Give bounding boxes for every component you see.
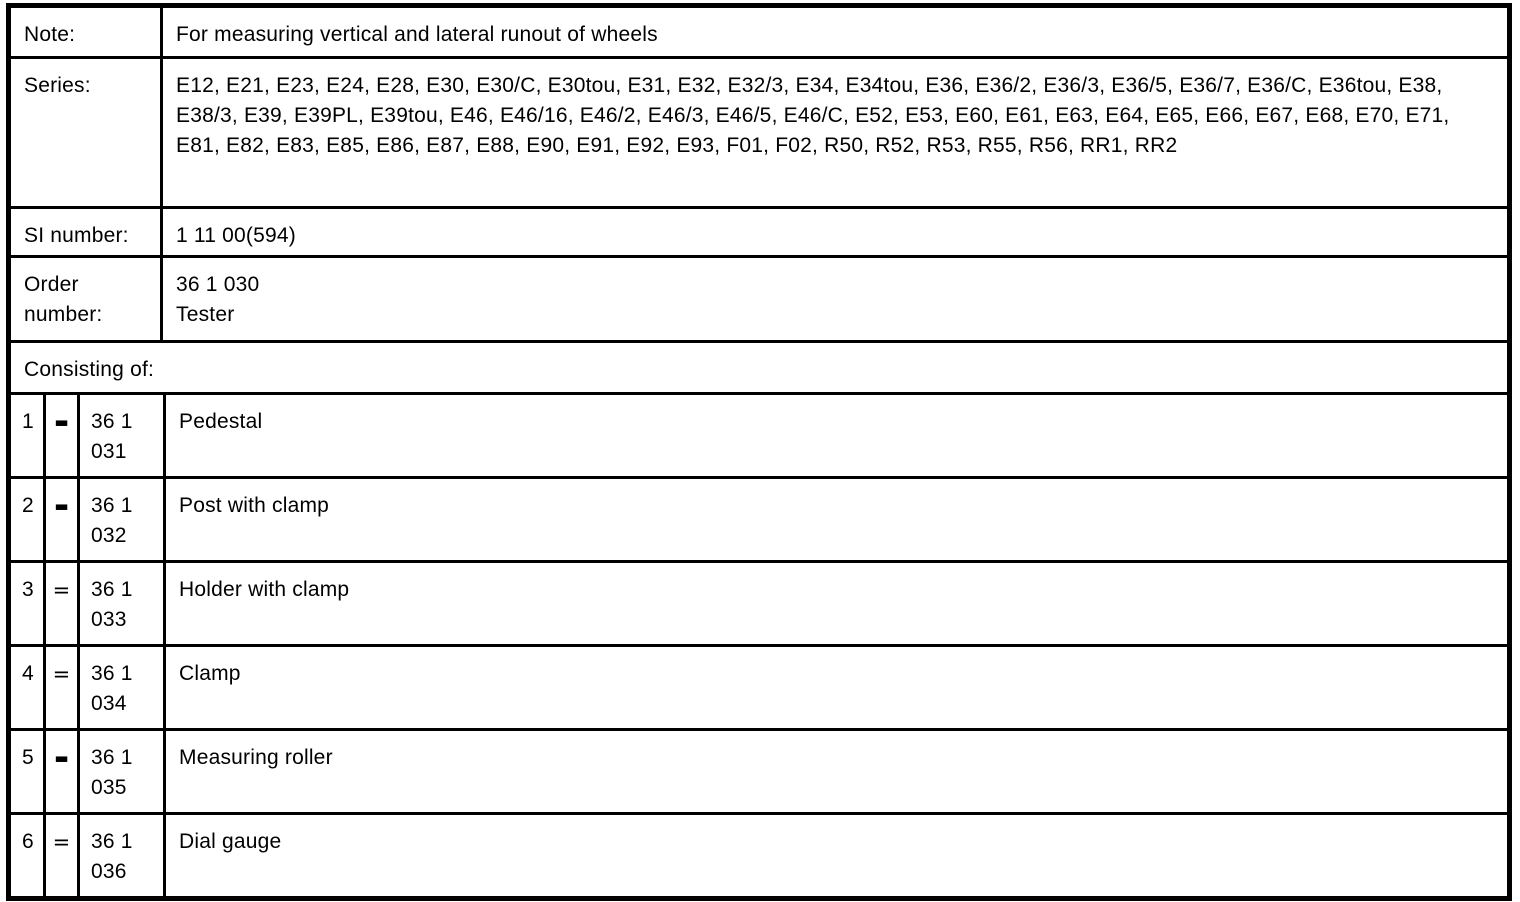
item-row-6 <box>11 812 1507 896</box>
item-number: 2 <box>22 494 34 517</box>
item-row-4 <box>11 644 1507 728</box>
note-row <box>11 8 1507 56</box>
item-row-2 <box>11 476 1507 560</box>
order-number-row <box>11 255 1507 340</box>
equals-icon: ▬ <box>43 479 77 560</box>
note-label: Note: <box>24 23 76 46</box>
item-part-number: 36 1 036 <box>77 815 163 896</box>
si-number-row <box>11 206 1507 255</box>
item-description: Post with clamp <box>163 479 1507 560</box>
si-number-label: SI number: <box>24 224 129 247</box>
equals-icon: ▬ <box>43 731 77 812</box>
item-row-1 <box>11 392 1507 476</box>
item-description: Pedestal <box>163 395 1507 476</box>
series-row <box>11 56 1507 206</box>
item-description: Holder with clamp <box>163 563 1507 644</box>
item-description: Dial gauge <box>163 815 1507 896</box>
item-description: Measuring roller <box>163 731 1507 812</box>
item-part-number: 36 1 032 <box>77 479 163 560</box>
order-number-value <box>160 258 1507 340</box>
item-part-number: 36 1 034 <box>77 647 163 728</box>
consisting-of-header: Consisting of: <box>24 358 155 381</box>
item-row-5 <box>11 728 1507 812</box>
order-number: 36 1 030 <box>176 273 260 296</box>
item-number: 6 <box>22 830 34 853</box>
tool-spec-table <box>6 3 1512 901</box>
equals-icon: = <box>43 815 77 896</box>
item-number: 5 <box>22 746 34 769</box>
consisting-of-row <box>11 340 1507 392</box>
item-number: 4 <box>22 662 34 685</box>
order-name: Tester <box>176 303 235 326</box>
item-description: Clamp <box>163 647 1507 728</box>
equals-icon: ▬ <box>43 395 77 476</box>
item-part-number: 36 1 031 <box>77 395 163 476</box>
order-number-label: Order number: <box>24 273 103 326</box>
item-part-number: 36 1 033 <box>77 563 163 644</box>
si-number-value: 1 11 00(594) <box>160 209 1507 255</box>
item-row-3 <box>11 560 1507 644</box>
item-number: 3 <box>22 578 34 601</box>
equals-icon: = <box>43 563 77 644</box>
equals-icon: = <box>43 647 77 728</box>
series-label: Series: <box>24 74 91 97</box>
item-number: 1 <box>22 410 34 433</box>
item-part-number: 36 1 035 <box>77 731 163 812</box>
note-value: For measuring vertical and lateral runout of wheels <box>160 8 1507 56</box>
series-value: E12, E21, E23, E24, E28, E30, E30/C, E30tou, E31, E32, E32/3, E34, E34tou, E36, E36/2, E36/3, E36/5, E36/7, E36/C, E36tou, E38, E38/3, E39, E39PL, E39tou, E46, E46/16, E46/2, E46/3, E46/5, E46/C, E52, E53, E60, E61, E63, E64, E65, E66, E67, E68, E70, E71, E81, E82, E83, E85, E86, E87, E88, E90, E91, E92, E93, F01, F02, R50, R52, R53, R55, R56, RR1, RR2 <box>160 59 1507 206</box>
